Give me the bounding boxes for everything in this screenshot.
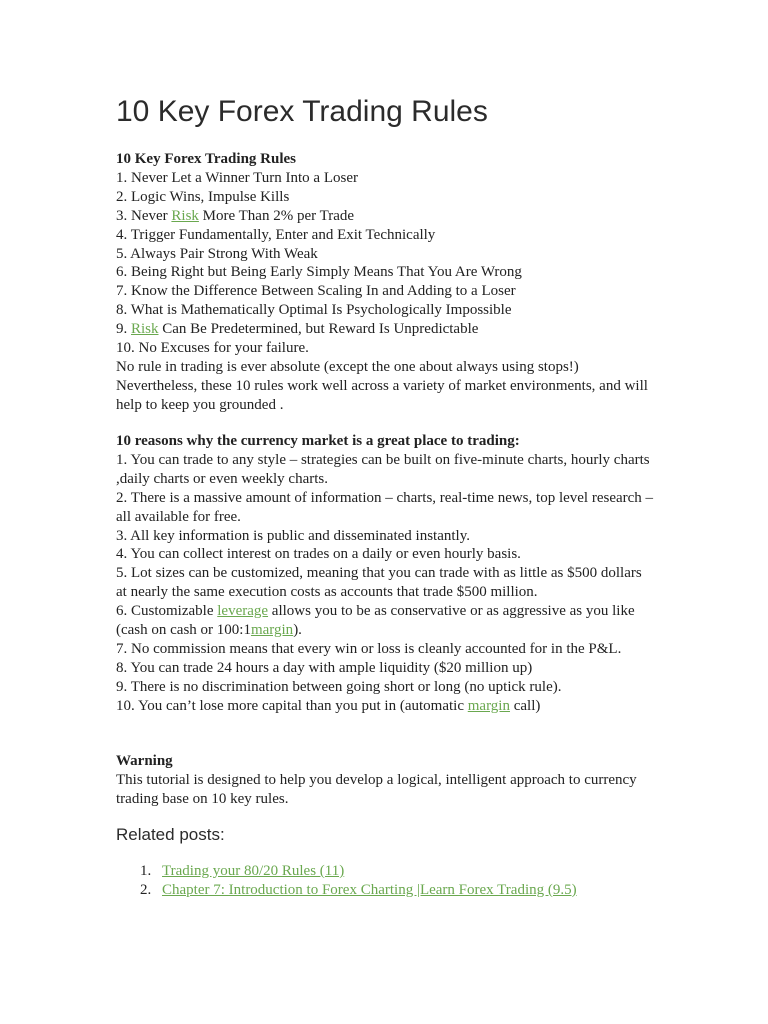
reason-item: [116, 451, 656, 489]
warning-text: This tutorial is designed to help you develop a logical, intelligent approach to currency trading base on 10 key rules.: [116, 771, 637, 807]
reason-item: [116, 489, 656, 527]
rule-item-text: 7. Know the Difference Between Scaling In and Adding to a Loser: [116, 283, 516, 300]
rule-item: [116, 320, 656, 339]
reasons-list: [116, 451, 656, 716]
related-post-number: 2.: [140, 881, 152, 898]
reasons-heading: 10 reasons why the currency market is a great place to trading:: [116, 433, 520, 449]
reason-item: [116, 659, 656, 678]
reason-item-text: 1. You can trade to any style – strategies can be built on five-minute charts, hourly charts ,daily charts or even weekly charts.: [116, 451, 650, 487]
reason-item-text: ).: [293, 622, 302, 639]
rule-item: [116, 263, 656, 282]
rules-note-1: No rule in trading is ever absolute (except the one about always using stops!): [116, 358, 579, 375]
rule-item-text: More Than 2% per Trade: [198, 207, 355, 224]
rule-item: [116, 188, 656, 207]
reason-item: [116, 602, 656, 640]
rule-item: [116, 339, 656, 358]
warning-section: [116, 752, 656, 809]
page-title: 10 Key Forex Trading Rules: [116, 95, 488, 128]
related-post-link[interactable]: Trading your 80/20 Rules (11): [162, 863, 345, 879]
risk-link[interactable]: Risk: [131, 321, 159, 338]
reason-item-text: 7. No commission means that every win or loss is cleanly accounted for in the P&L.: [116, 640, 622, 657]
reason-item-text: 8. You can trade 24 hours a day with ample liquidity ($20 million up): [116, 659, 533, 676]
rule-item: [116, 207, 656, 226]
related-posts-heading: Related posts:: [116, 825, 225, 844]
reason-item-text: 5. Lot sizes can be customized, meaning that you can trade with as little as $500 dollars at nearly the same execution costs as accounts that trade $500 million.: [116, 565, 642, 601]
rule-item-text: 4. Trigger Fundamentally, Enter and Exit Technically: [116, 226, 436, 243]
related-posts-list: [116, 862, 656, 900]
reason-item-text: 6. Customizable: [116, 603, 218, 620]
rule-item: [116, 245, 656, 264]
warning-heading: Warning: [116, 753, 173, 769]
rule-item-text: 6. Being Right but Being Early Simply Means That You Are Wrong: [116, 264, 522, 281]
related-post-item: [116, 881, 656, 900]
reason-item-text: 2. There is a massive amount of information – charts, real-time news, top level research – all available for free.: [116, 489, 654, 525]
rule-item-text: Can Be Predetermined, but Reward Is Unpredictable: [158, 321, 479, 338]
rule-item-text: 1. Never Let a Winner Turn Into a Loser: [116, 169, 358, 186]
rule-item-text: 9.: [116, 321, 131, 338]
rule-item-text: 10. No Excuses for your failure.: [116, 340, 309, 357]
reason-item: [116, 545, 656, 564]
reason-item-text: 10. You can’t lose more capital than you put in (automatic: [116, 697, 468, 714]
rules-heading: 10 Key Forex Trading Rules: [116, 151, 296, 167]
rule-item: [116, 301, 656, 320]
rules-section: [116, 150, 656, 415]
related-post-link[interactable]: Chapter 7: Introduction to Forex Charting |Learn Forex Trading (9.5): [162, 881, 577, 898]
related-post-number: 1.: [140, 863, 152, 879]
reason-item: [116, 527, 656, 546]
reason-item: [116, 678, 656, 697]
reason-item: [116, 697, 656, 716]
related-post-item: [116, 862, 656, 881]
reason-item: [116, 564, 656, 602]
rule-item-text: 3. Never: [116, 207, 172, 224]
rule-item: [116, 282, 656, 301]
reason-item-text: 4. You can collect interest on trades on a daily or even hourly basis.: [116, 546, 521, 563]
reason-item-text: 9. There is no discrimination between going short or long (no uptick rule).: [116, 678, 562, 695]
rules-note-2: Nevertheless, these 10 rules work well across a variety of market environments, and will help to keep you grounded .: [116, 377, 648, 413]
reason-item-text: allows you to be as conservative or as aggressive as you like (cash on cash or 100:1: [116, 603, 635, 639]
rule-item: [116, 169, 656, 188]
margin-link[interactable]: margin: [250, 622, 294, 639]
rule-item-text: 5. Always Pair Strong With Weak: [116, 245, 318, 262]
rule-item-text: 2. Logic Wins, Impulse Kills: [116, 188, 290, 205]
margin-link[interactable]: margin: [467, 697, 510, 714]
rule-item-text: 8. What is Mathematically Optimal Is Psychologically Impossible: [116, 302, 512, 319]
rule-item: [116, 226, 656, 245]
risk-link[interactable]: Risk: [171, 207, 199, 224]
reason-item: [116, 640, 656, 659]
rules-list: [116, 169, 656, 358]
leverage-link[interactable]: leverage: [217, 603, 269, 620]
reason-item-text: 3. All key information is public and disseminated instantly.: [116, 527, 470, 544]
reasons-section: [116, 432, 656, 716]
reason-item-text: call): [509, 697, 541, 714]
